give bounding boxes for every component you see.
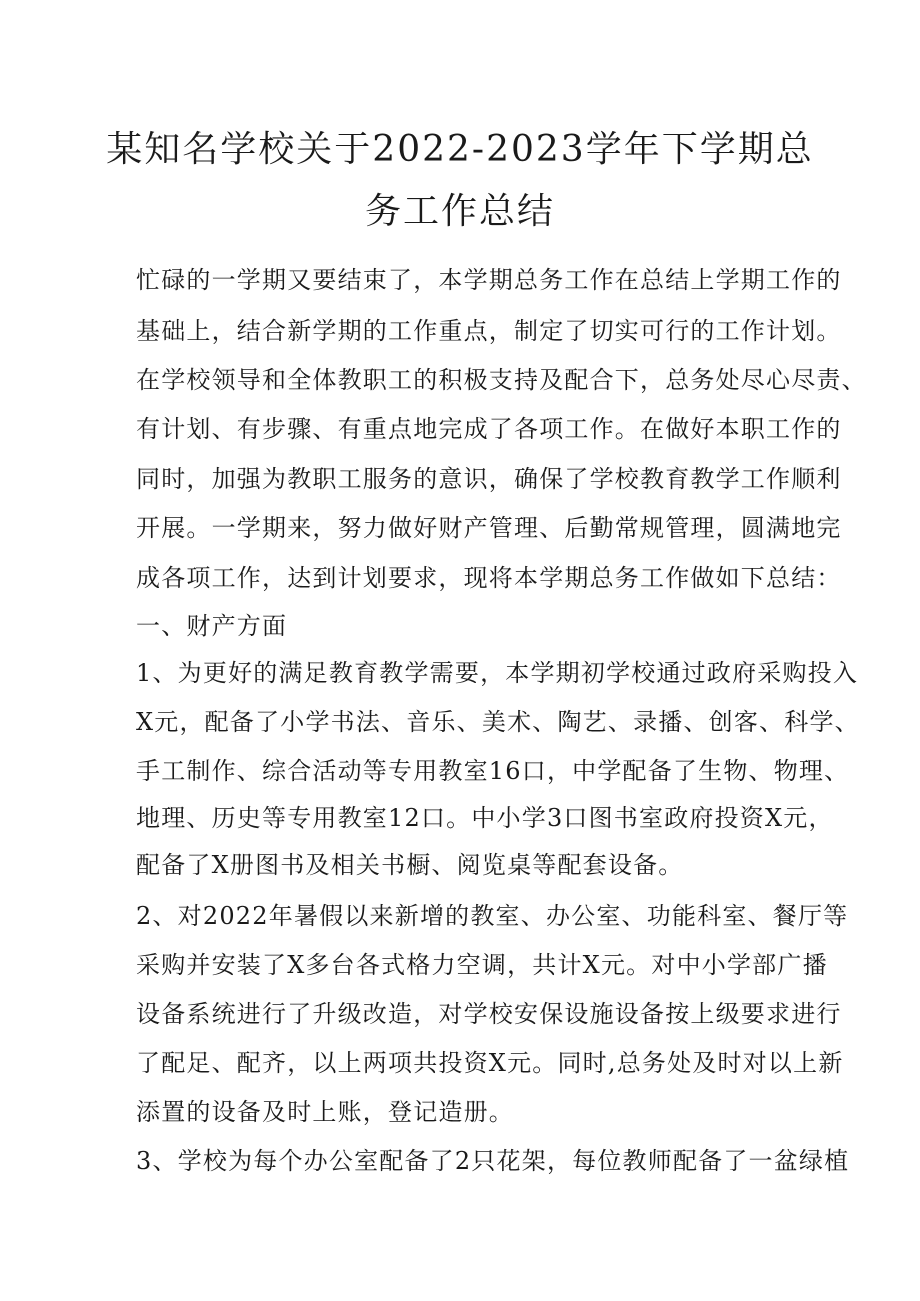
- body-line: 2、对2022年暑假以来新增的教室、办公室、功能科室、餐厅等: [136, 902, 849, 930]
- body-line: 了配足、配齐，以上两项共投资X元。同时,总务处及时对以上新: [136, 1049, 844, 1077]
- body-line: 设备系统进行了升级改造，对学校安保设施设备按上级要求进行: [136, 1000, 842, 1028]
- body-line: 在学校领导和全体教职工的积极支持及配合下，总务处尽心尽责、: [136, 366, 867, 394]
- body-line: 配备了X册图书及相关书橱、阅览桌等配套设备。: [136, 851, 684, 879]
- body-line: 采购并安装了X多台各式格力空调，共计X元。对中小学部广播: [136, 951, 828, 979]
- document-title-line-2: 务工作总结: [364, 191, 555, 232]
- body-line: 同时，加强为教职工服务的意识，确保了学校教育教学工作顺利: [136, 465, 842, 493]
- body-line: X元，配备了小学书法、音乐、美术、陶艺、录播、创客、科学、: [136, 708, 860, 736]
- body-line: 地理、历史等专用教室12口。中小学3口图书室政府投资X元，: [136, 804, 834, 832]
- body-line: 1、为更好的满足教育教学需要，本学期初学校通过政府采购投入: [136, 659, 859, 687]
- body-line: 开展。一学期来，努力做好财产管理、后勤常规管理，圆满地完: [136, 514, 842, 542]
- body-line: 有计划、有步骤、有重点地完成了各项工作。在做好本职工作的: [136, 415, 842, 443]
- body-line: 手工制作、综合活动等专用教室16口，中学配备了生物、物理、: [136, 757, 850, 785]
- body-line: 忙碌的一学期又要结束了，本学期总务工作在总结上学期工作的: [136, 266, 842, 294]
- body-line: 3、学校为每个办公室配备了2只花架，每位教师配备了一盆绿植: [136, 1147, 850, 1175]
- body-line: 添置的设备及时上账，登记造册。: [136, 1098, 514, 1126]
- body-line: 基础上，结合新学期的工作重点，制定了切实可行的工作计划。: [136, 317, 842, 345]
- body-line: 成各项工作，达到计划要求，现将本学期总务工作做如下总结：: [136, 564, 842, 592]
- section-heading: 一、财产方面: [136, 612, 288, 640]
- document-title-line-1: 某知名学校关于2022-2023学年下学期总: [106, 129, 814, 170]
